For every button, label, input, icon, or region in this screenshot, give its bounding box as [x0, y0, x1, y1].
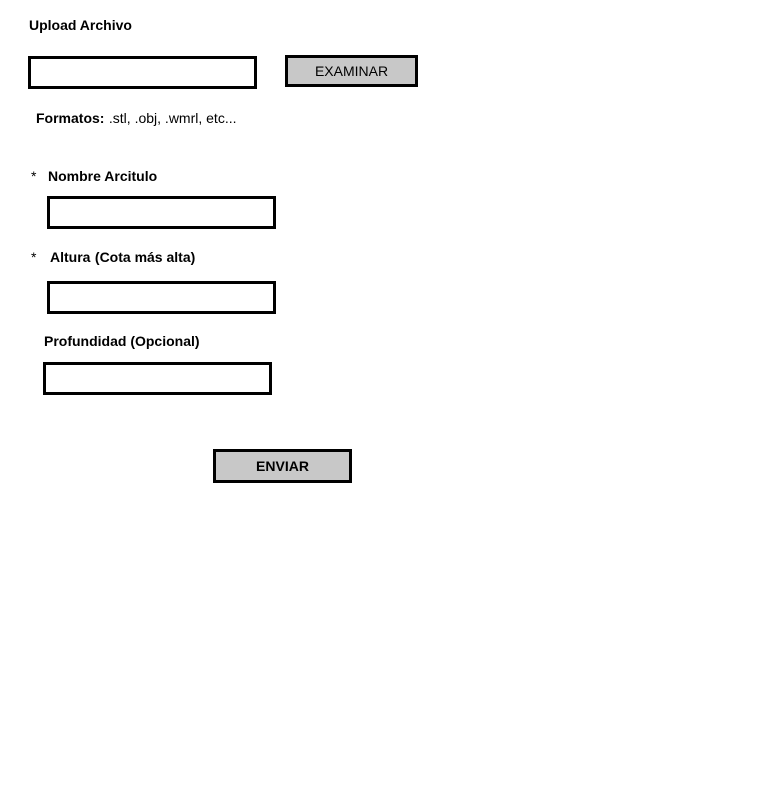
submit-button[interactable]: ENVIAR	[213, 449, 352, 483]
height-input[interactable]	[47, 281, 276, 314]
height-label: Altura	[50, 249, 91, 265]
depth-label: Profundidad (Opcional)	[44, 333, 200, 349]
formats-values: .stl, .obj, .wmrl, etc...	[108, 110, 237, 126]
required-asterisk: *	[31, 249, 37, 265]
upload-title: Upload Archivo	[29, 17, 132, 33]
required-asterisk: *	[31, 168, 37, 184]
browse-button[interactable]: EXAMINAR	[285, 55, 418, 87]
file-path-input[interactable]	[28, 56, 257, 89]
name-input[interactable]	[47, 196, 276, 229]
name-label: Nombre Arcitulo	[48, 168, 158, 184]
formats-label: Formatos:	[36, 110, 105, 126]
depth-input[interactable]	[43, 362, 272, 395]
height-label-suffix: (Cota más alta)	[94, 249, 196, 265]
height-label-group	[50, 249, 195, 267]
formats-info	[36, 110, 237, 128]
